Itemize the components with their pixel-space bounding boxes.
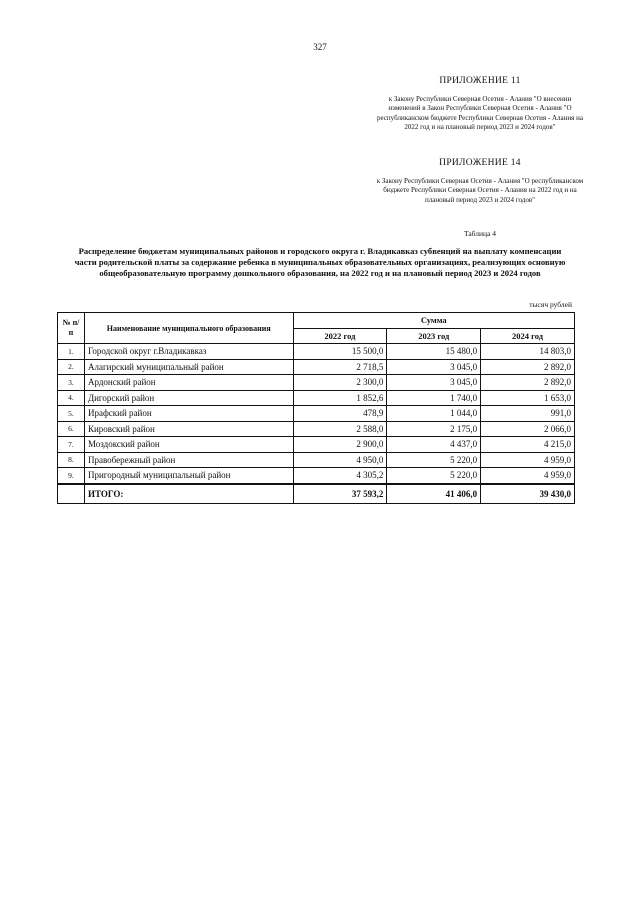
row-value-2022: 4 950,0	[293, 452, 387, 468]
header-year-2023: 2023 год	[387, 328, 481, 344]
appendix-11-text: к Закону Республики Северная Осетия - Алания "О внесении изменений в Закон Республики Северная Осетия - Алания "О республиканском бюджете Республики Северная Осетия - Алания на 2022 год и на плановый период 2023 и 2024 годов"	[377, 94, 583, 131]
row-value-2023: 3 045,0	[387, 359, 481, 375]
header-year-2024: 2024 год	[481, 328, 575, 344]
row-num: 8.	[58, 452, 85, 468]
document-title: Распределение бюджетам муниципальных районов и городского округа г. Владикавказ субвенций на выплату компенсации части родительской платы за содержание ребенка в муниципальных образовательных организациях, реализующих основную общеобразовательную программу дошкольного образования, на 2022 год и на плановый период 2023 и 2024 годов	[74, 246, 566, 278]
row-num: 4.	[58, 390, 85, 406]
table-row	[58, 421, 575, 437]
subsidy-table	[57, 312, 575, 504]
row-name: Ардонский район	[84, 375, 293, 391]
row-value-2024: 2 066,0	[481, 421, 575, 437]
row-value-2023: 3 045,0	[387, 375, 481, 391]
total-num-cell	[58, 484, 85, 504]
row-name: Моздокский район	[84, 437, 293, 453]
row-value-2024: 2 892,0	[481, 375, 575, 391]
table-row	[58, 390, 575, 406]
total-2022: 37 593,2	[293, 484, 387, 504]
row-value-2022: 2 588,0	[293, 421, 387, 437]
row-value-2022: 4 305,2	[293, 468, 387, 484]
row-name: Ирафский район	[84, 406, 293, 422]
table-row	[58, 344, 575, 360]
total-2024: 39 430,0	[481, 484, 575, 504]
row-value-2024: 14 803,0	[481, 344, 575, 360]
row-value-2024: 991,0	[481, 406, 575, 422]
row-name: Пригородный муниципальный район	[84, 468, 293, 484]
page-number: 327	[313, 42, 327, 52]
row-value-2023: 2 175,0	[387, 421, 481, 437]
row-value-2024: 2 892,0	[481, 359, 575, 375]
row-value-2023: 5 220,0	[387, 468, 481, 484]
table-row	[58, 375, 575, 391]
row-value-2024: 4 959,0	[481, 468, 575, 484]
appendix-14-title: ПРИЛОЖЕНИЕ 14	[439, 158, 521, 168]
row-name: Правобережный район	[84, 452, 293, 468]
total-2023: 41 406,0	[387, 484, 481, 504]
appendix-11-title: ПРИЛОЖЕНИЕ 11	[439, 76, 521, 86]
row-value-2024: 1 653,0	[481, 390, 575, 406]
row-name: Дигорский район	[84, 390, 293, 406]
row-num: 6.	[58, 421, 85, 437]
header-num: № п/п	[58, 313, 85, 344]
total-label: ИТОГО:	[84, 484, 293, 504]
row-value-2023: 5 220,0	[387, 452, 481, 468]
table-row	[58, 452, 575, 468]
row-num: 3.	[58, 375, 85, 391]
row-num: 5.	[58, 406, 85, 422]
table-row	[58, 406, 575, 422]
appendix-14-block	[375, 159, 585, 205]
table-header-row	[58, 313, 575, 329]
row-name: Кировский район	[84, 421, 293, 437]
row-value-2022: 478,9	[293, 406, 387, 422]
row-value-2022: 2 900,0	[293, 437, 387, 453]
row-value-2022: 2 300,0	[293, 375, 387, 391]
row-value-2022: 15 500,0	[293, 344, 387, 360]
row-num: 2.	[58, 359, 85, 375]
total-row	[58, 484, 575, 504]
row-value-2024: 4 215,0	[481, 437, 575, 453]
table-row	[58, 468, 575, 484]
header-sum: Сумма	[293, 313, 574, 329]
header-year-2022: 2022 год	[293, 328, 387, 344]
table-row	[58, 359, 575, 375]
row-value-2022: 1 852,6	[293, 390, 387, 406]
header-name: Наименование муниципального образования	[84, 313, 293, 344]
row-num: 1.	[58, 344, 85, 360]
row-value-2023: 1 740,0	[387, 390, 481, 406]
row-name: Алагирский муниципальный район	[84, 359, 293, 375]
row-name: Городской округ г.Владикавказ	[84, 344, 293, 360]
table-label: Таблица 4	[463, 229, 497, 238]
row-num: 7.	[58, 437, 85, 453]
row-value-2023: 15 480,0	[387, 344, 481, 360]
units-label: тысяч рублей	[529, 300, 572, 309]
row-value-2024: 4 959,0	[481, 452, 575, 468]
table-row	[58, 437, 575, 453]
row-value-2023: 1 044,0	[387, 406, 481, 422]
row-value-2023: 4 437,0	[387, 437, 481, 453]
appendix-14-text: к Закону Республики Северная Осетия - Алания "О республиканском бюджете Республики Северная Осетия - Алания на 2022 год и на плановый период 2023 и 2024 годов"	[376, 176, 584, 204]
row-num: 9.	[58, 468, 85, 484]
row-value-2022: 2 718,5	[293, 359, 387, 375]
appendix-11-block	[375, 77, 585, 133]
